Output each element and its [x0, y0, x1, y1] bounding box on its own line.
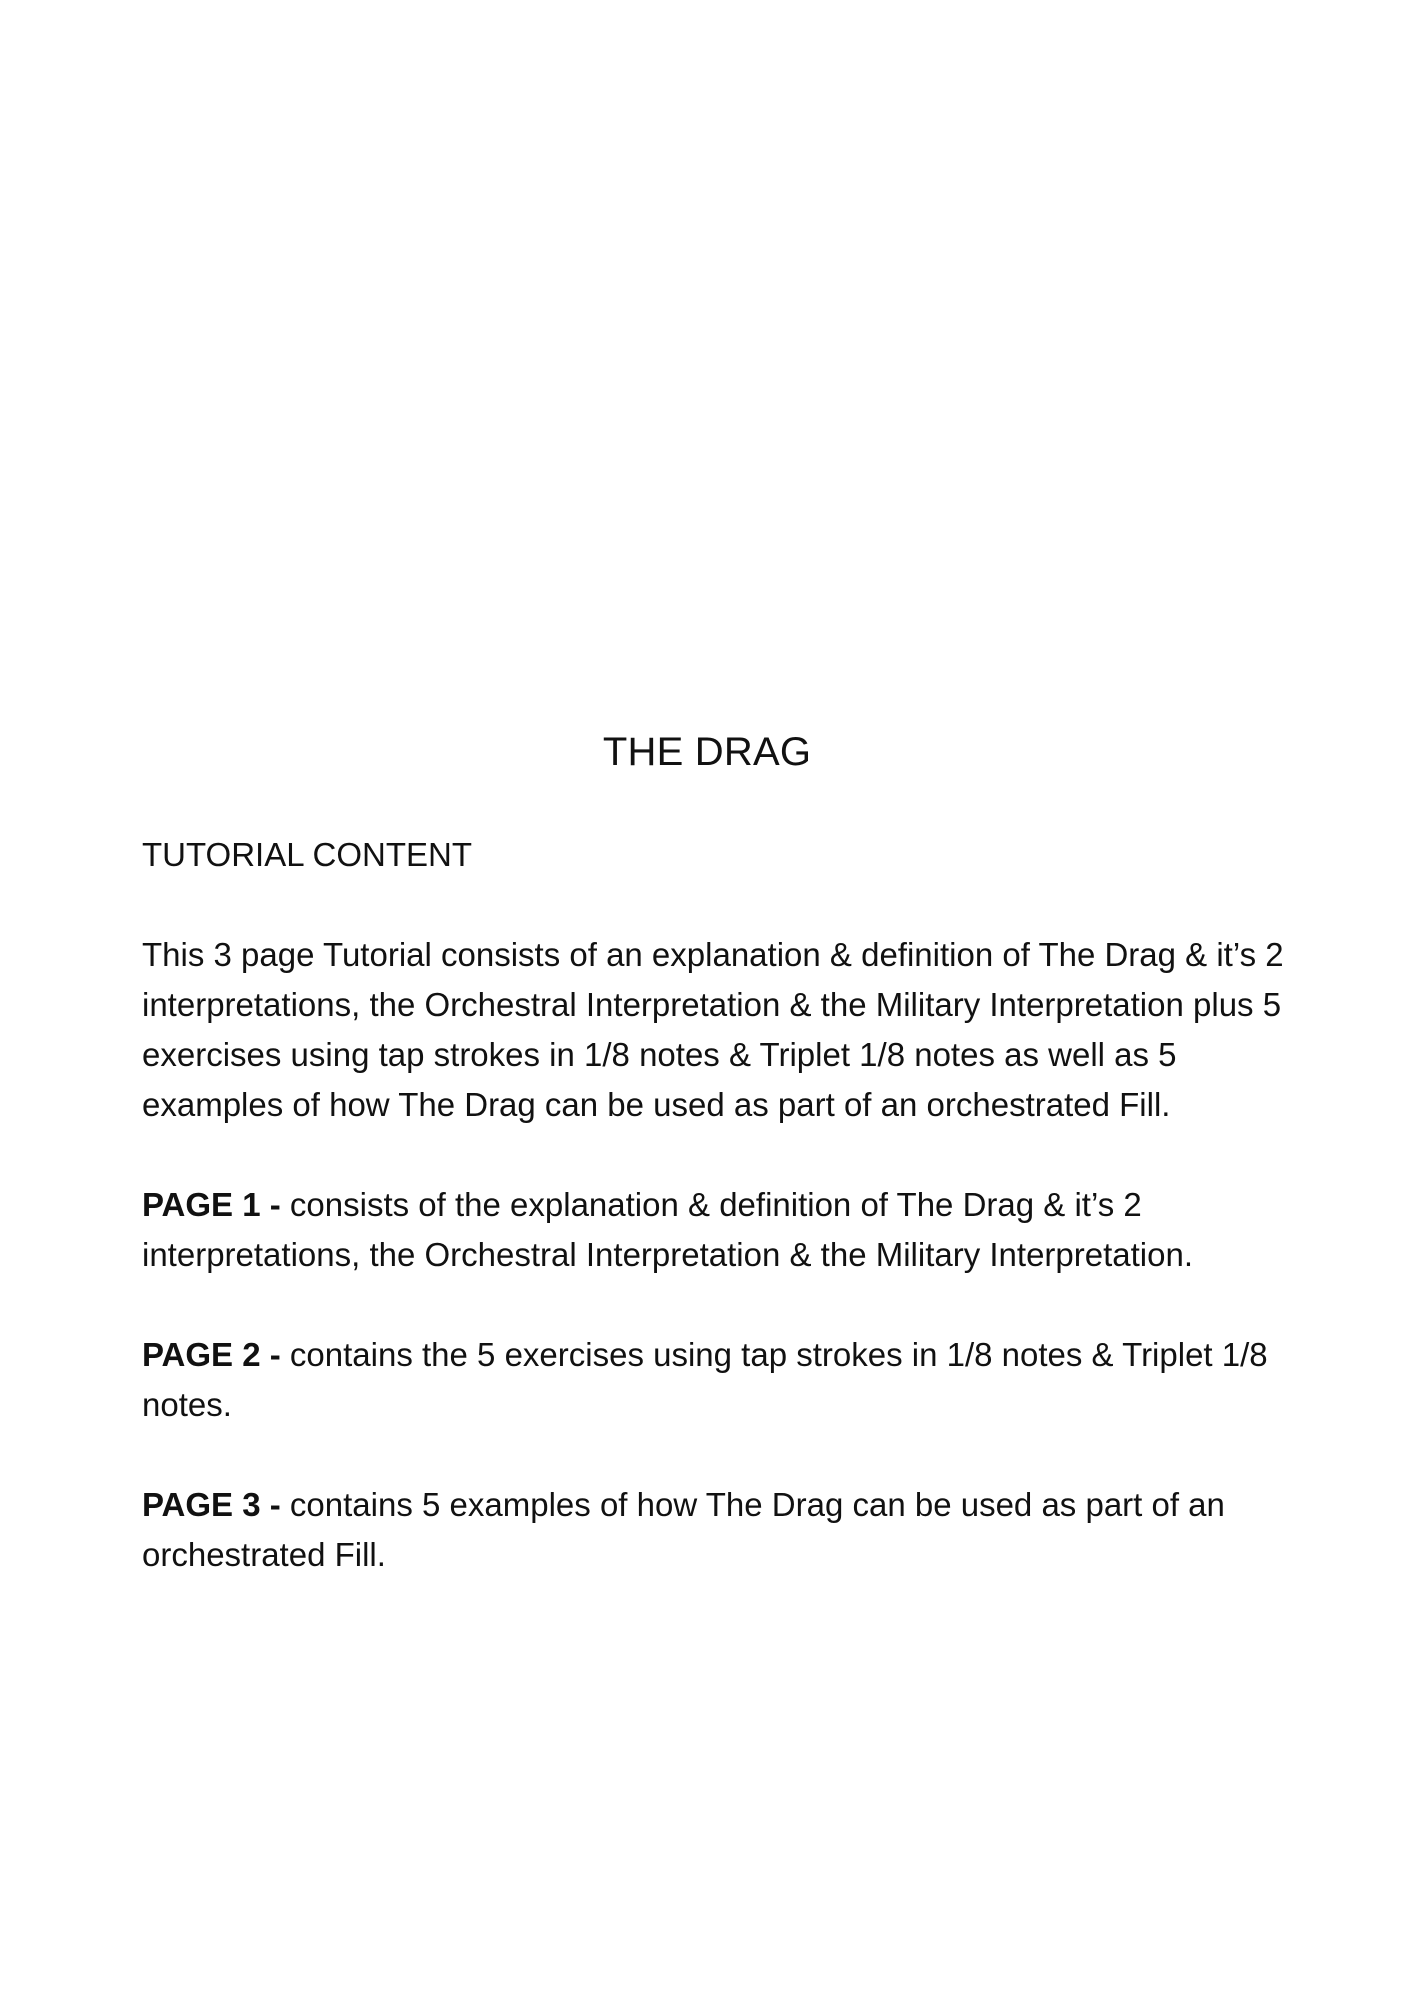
section-heading: TUTORIAL CONTENT	[142, 836, 473, 873]
document-title: THE DRAG	[602, 730, 812, 774]
page-3-text: contains 5 examples of how The Drag can be used as part of an orchestrated Fill.	[142, 1486, 1225, 1573]
document-content	[142, 830, 1292, 1630]
page-2-text: contains the 5 exercises using tap strokes in 1/8 notes & Triplet 1/8 notes.	[142, 1336, 1268, 1423]
page-1-text: consists of the explanation & definition of The Drag & it’s 2 interpretations, the Orchestral Interpretation & the Military Interpretation.	[142, 1186, 1194, 1273]
page-2-paragraph	[142, 1330, 1292, 1430]
page-3-paragraph	[142, 1480, 1292, 1580]
page-3-label: PAGE 3 -	[142, 1486, 281, 1523]
page-1-paragraph	[142, 1180, 1292, 1280]
page-2-label: PAGE 2 -	[142, 1336, 281, 1373]
page-1-label: PAGE 1 -	[142, 1186, 281, 1223]
intro-paragraph: This 3 page Tutorial consists of an explanation & definition of The Drag & it’s 2 interpretations, the Orchestral Interpretation & the Military Interpretation plus 5 exercises using tap strokes in 1/8 notes & Triplet 1/8 notes as well as 5 examples of how The Drag can be used as part of an orchestrated Fill.	[142, 936, 1284, 1123]
